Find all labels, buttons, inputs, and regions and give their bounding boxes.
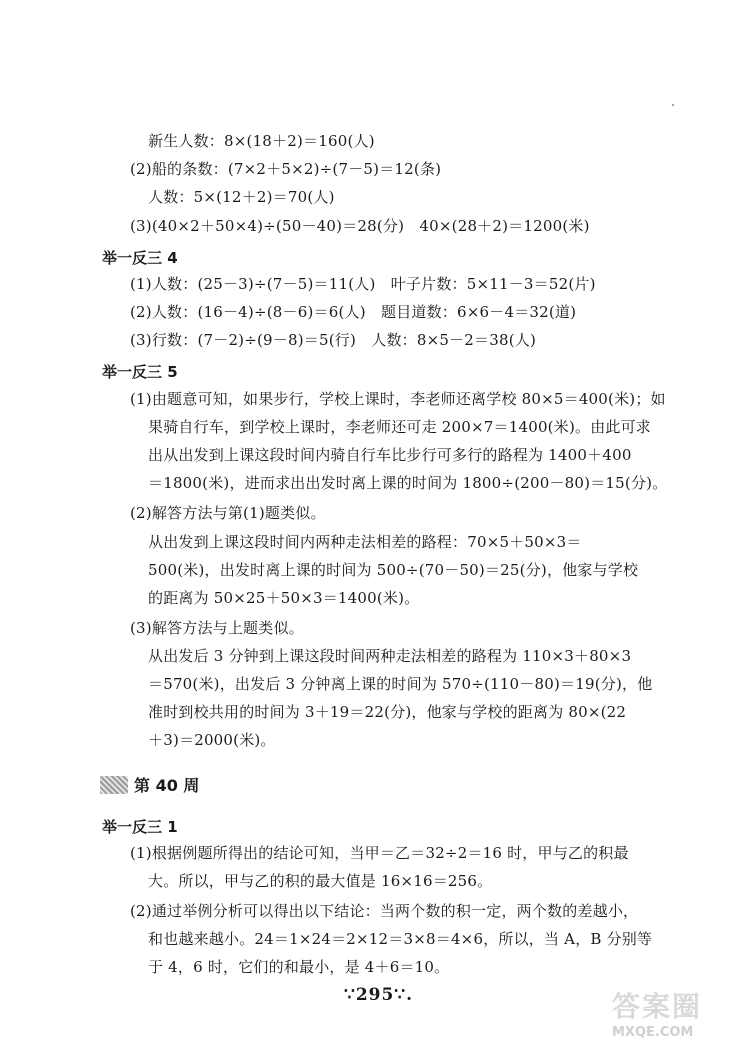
text-line: 从出发到上课这段时间内两种走法相差的路程：70×5＋50×3＝	[148, 533, 582, 551]
text-line: 人数：5×(12＋2)＝70(人)	[148, 188, 335, 206]
watermark-url: MXQE.COM	[612, 1025, 694, 1040]
text-line: ＋3)＝2000(米)。	[148, 731, 276, 749]
text-line: 于 4，6 时，它们的和最小，是 4＋6＝10。	[148, 958, 450, 976]
section-heading: 举一反三 1	[102, 818, 178, 836]
section-heading: 举一反三 4	[102, 249, 178, 267]
text-line: (3)(40×2＋50×4)÷(50－40)＝28(分) 40×(28＋2)＝1200(米)	[130, 217, 590, 235]
watermark-logo: 答案圈	[612, 990, 703, 1023]
text-line: 出从出发到上课这段时间内骑自行车比步行可多行的路程为 1400＋400	[148, 446, 632, 464]
text-line: (2)通过举例分析可以得出以下结论：当两个数的积一定，两个数的差越小，	[130, 902, 639, 920]
text-line: (3)解答方法与上题类似。	[130, 619, 304, 637]
week-title: 第 40 周	[134, 776, 200, 795]
text-line: 500(米)，出发时离上课的时间为 500÷(70－50)＝25(分)，他家与学校	[148, 561, 639, 579]
text-line: (2)解答方法与第(1)题类似。	[130, 504, 326, 522]
text-line: 从出发后 3 分钟到上课这段时间两种走法相差的路程为 110×3＋80×3	[148, 647, 632, 665]
text-line: 和也越来越小。24＝1×24＝2×12＝3×8＝4×6，所以，当 A，B 分别等	[148, 930, 653, 948]
text-line: (2)人数：(16－4)÷(8－6)＝6(人) 题目道数：6×6－4＝32(道)	[130, 303, 577, 321]
text-line: 准时到校共用的时间为 3＋19＝22(分)，他家与学校的距离为 80×(22	[148, 703, 627, 721]
watermark	[612, 985, 740, 1055]
text-line: (1)人数：(25－3)÷(7－5)＝11(人) 叶子片数：5×11－3＝52(片)	[130, 275, 596, 293]
text-line: (2)船的条数：(7×2＋5×2)÷(7－5)＝12(条)	[130, 160, 442, 178]
text-line: 大。所以，甲与乙的积的最大值是 16×16＝256。	[148, 872, 493, 890]
text-line: (3)行数：(7－2)÷(9－8)＝5(行) 人数：8×5－2＝38(人)	[130, 331, 537, 349]
text-line: (1)根据例题所得出的结论可知，当甲＝乙＝32÷2＝16 时，甲与乙的积最	[130, 844, 629, 862]
speck	[672, 104, 674, 106]
week-marker-icon	[100, 776, 128, 794]
text-line: (1)由题意可知，如果步行，学校上课时，李老师还离学校 80×5＝400(米)；如	[130, 390, 666, 408]
page-number: ∵295∵.	[344, 985, 414, 1005]
section-heading: 举一反三 5	[102, 363, 178, 381]
text-line: 果骑自行车，到学校上课时，李老师还可走 200×7＝1400(米)。由此可求	[148, 418, 651, 436]
text-line: ＝570(米)，出发后 3 分钟离上课的时间为 570÷(110－80)＝19(分)，他	[148, 675, 653, 693]
text-line: 新生人数：8×(18＋2)＝160(人)	[148, 132, 375, 150]
text-line: 的距离为 50×25＋50×3＝1400(米)。	[148, 589, 420, 607]
text-line: ＝1800(米)，进而求出出发时离上课的时间为 1800÷(200－80)＝15(分)。	[148, 474, 668, 492]
week-header	[100, 773, 199, 796]
